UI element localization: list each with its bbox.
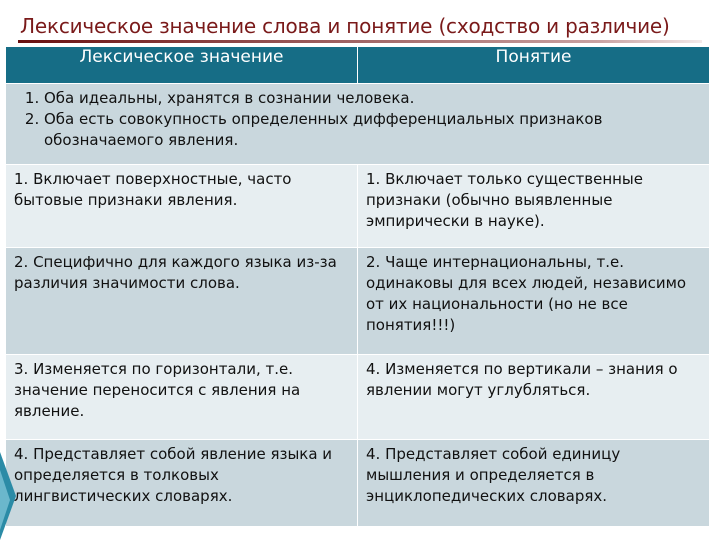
slide-title: Лексическое значение слова и понятие (сходство и различие) <box>20 14 670 38</box>
header-lexical-meaning: Лексическое значение <box>6 47 358 84</box>
row-left-cell: 1. Включает поверхностные, часто бытовые признаки явления. <box>6 165 358 248</box>
common-item: 1. Оба идеальны, хранятся в сознании человека. <box>44 88 703 109</box>
comparison-table <box>5 46 710 527</box>
row-left-cell: 4. Представляет собой явление языка и определяется в толковых лингвистических словарях. <box>6 440 358 527</box>
row-right-cell: 1. Включает только существенные признаки (обычно выявленные эмпирически в науке). <box>358 165 710 248</box>
row-left-cell: 2. Специфично для каждого языка из-за различия значимости слова. <box>6 248 358 355</box>
row-right-cell: 4. Представляет собой единицу мышления и определяется в энциклопедических словарях. <box>358 440 710 527</box>
table-row <box>6 355 710 440</box>
table-row <box>6 165 710 248</box>
table-header-row <box>6 47 710 84</box>
common-item: 2. Оба есть совокупность определенных дифференциальных признаков обозначаемого явления. <box>44 109 703 151</box>
decorative-corner-arrow-inner <box>0 470 10 530</box>
common-row <box>6 84 710 165</box>
common-list <box>14 88 703 151</box>
table-row <box>6 248 710 355</box>
row-right-cell: 4. Изменяется по вертикали – знания о явлении могут углубляться. <box>358 355 710 440</box>
row-left-cell: 3. Изменяется по горизонтали, т.е. значение переносится с явления на явление. <box>6 355 358 440</box>
row-right-cell: 2. Чаще интернациональны, т.е. одинаковы для всех людей, независимо от их национальности (но не все понятия!!!) <box>358 248 710 355</box>
common-cell <box>6 84 710 165</box>
table-row <box>6 440 710 527</box>
title-underline <box>18 40 702 43</box>
header-concept: Понятие <box>358 47 710 84</box>
